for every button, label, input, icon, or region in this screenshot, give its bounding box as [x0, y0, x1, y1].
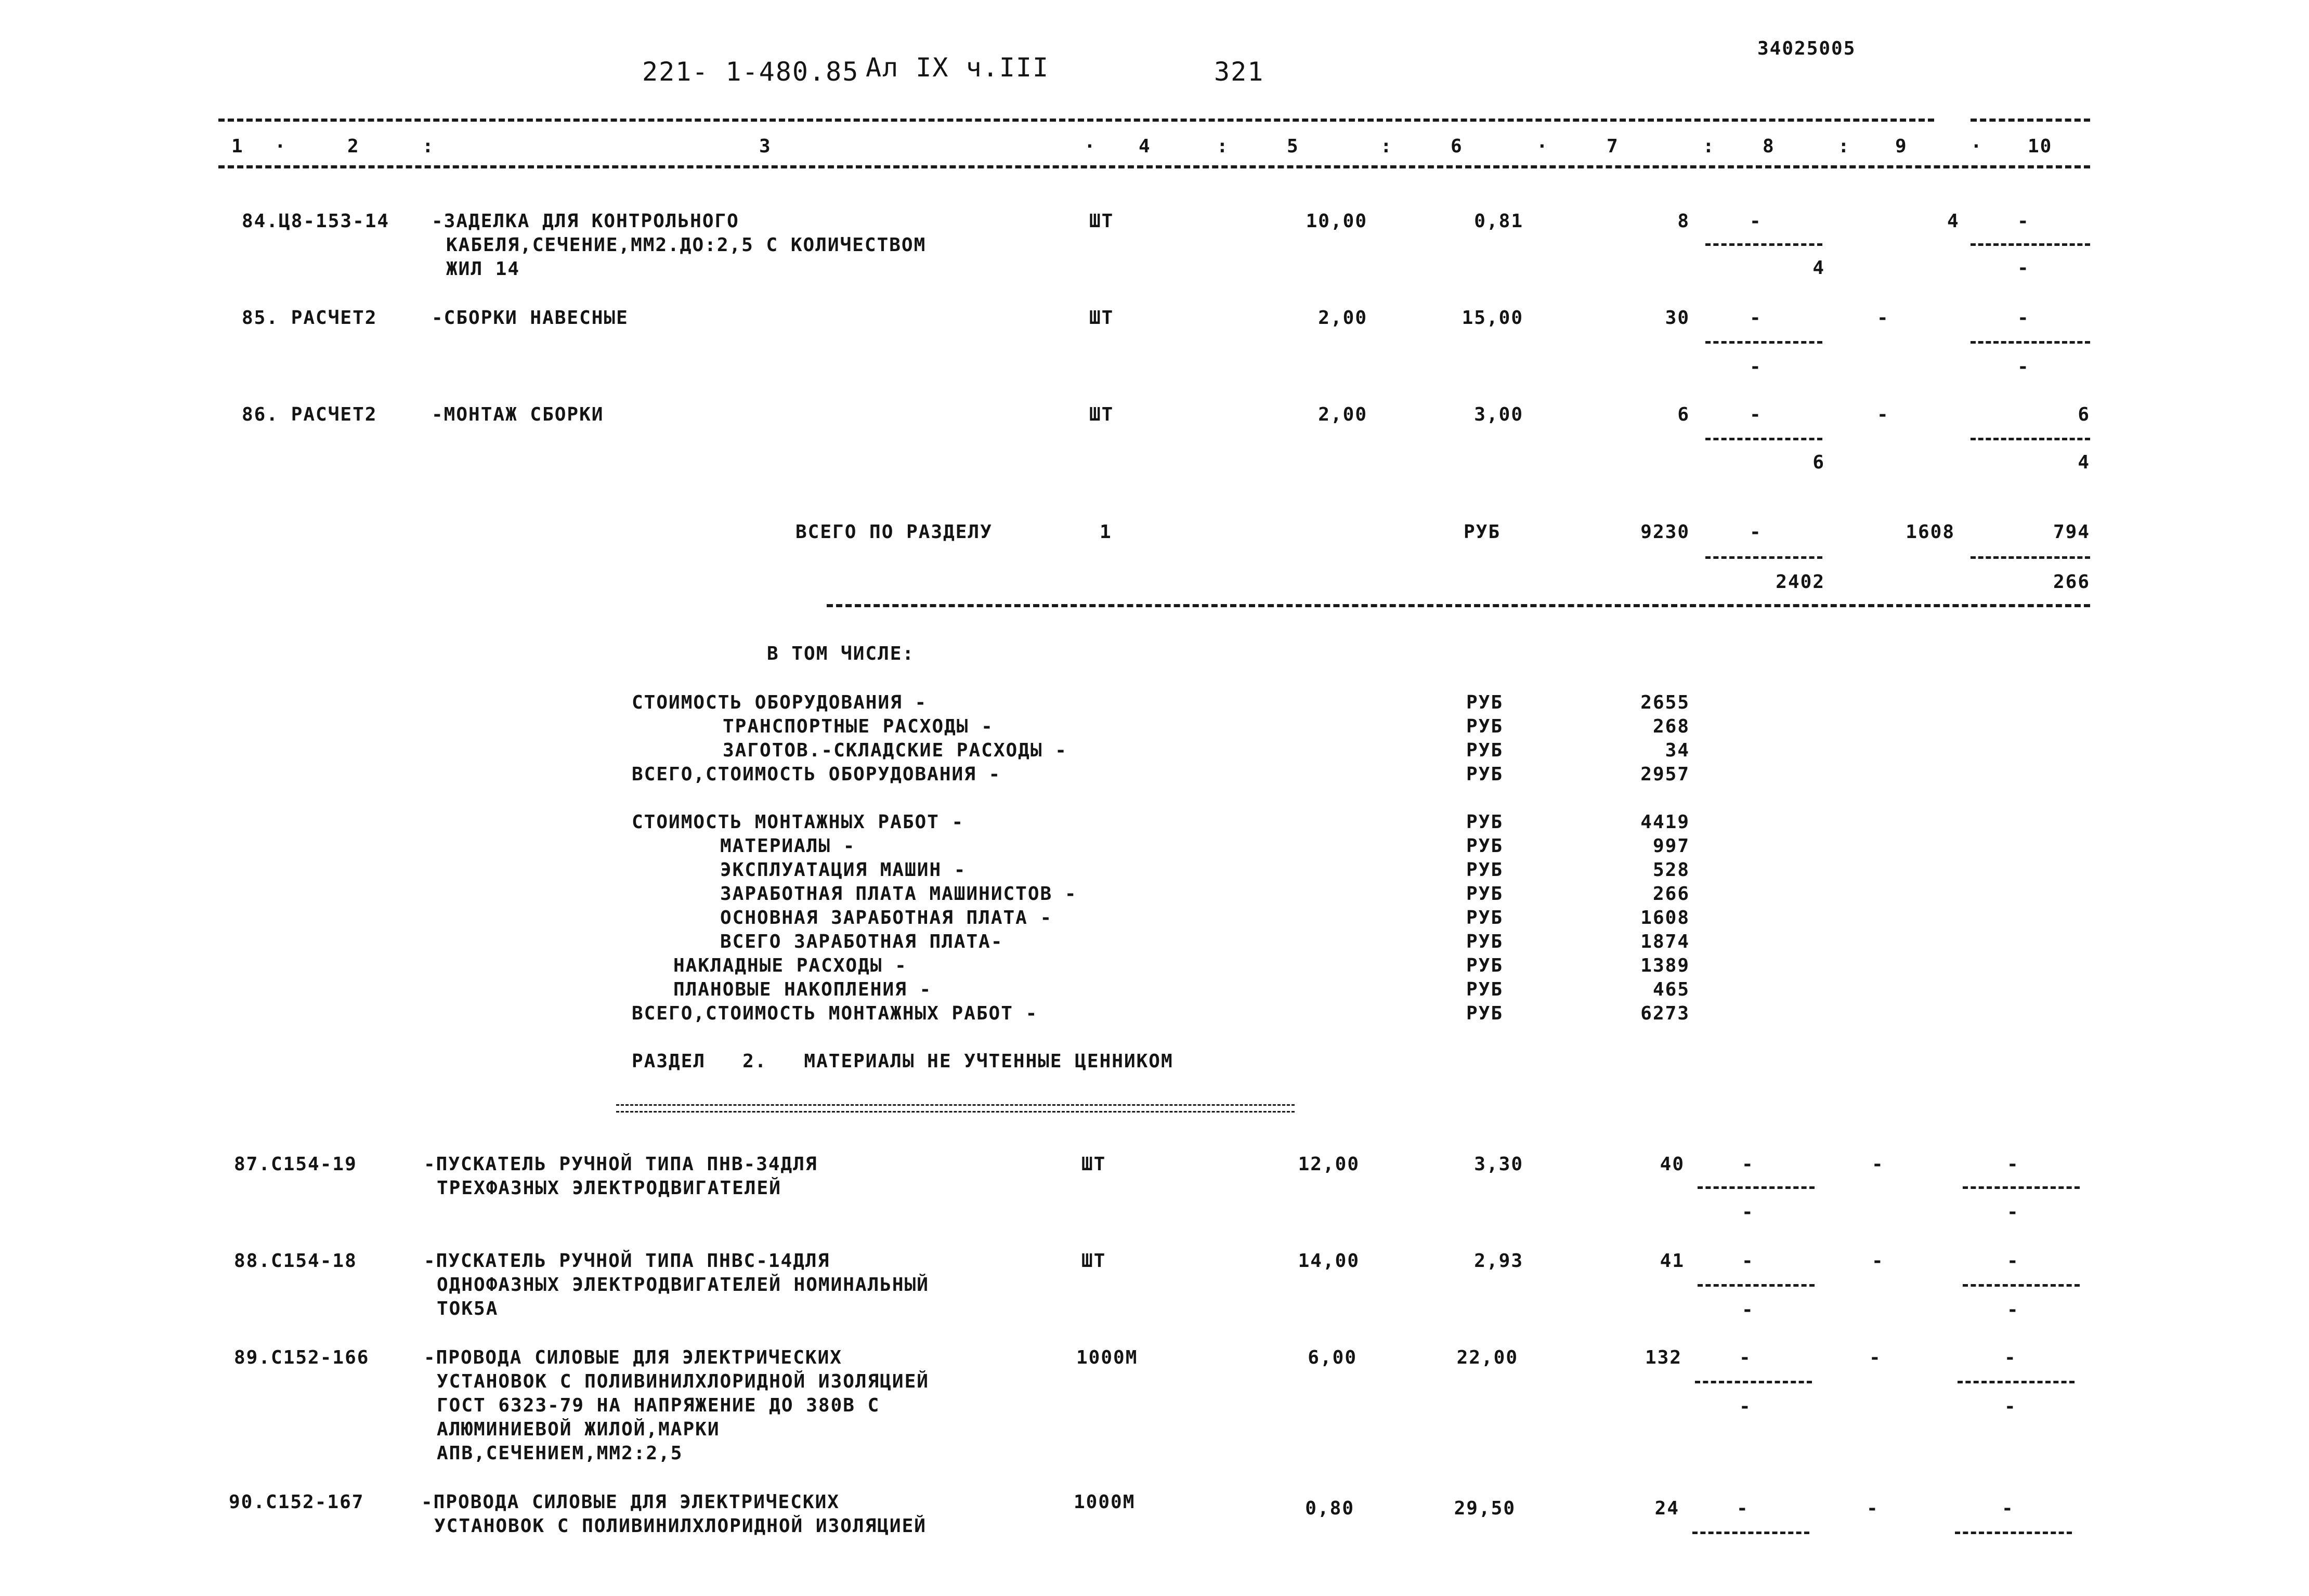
row-col8: -: [1737, 1498, 1749, 1519]
row-col10: -: [2007, 1250, 2019, 1272]
including-item-label: ТРАНСПОРТНЫЕ РАСХОДЫ -: [723, 716, 994, 737]
column-separator: ·: [1084, 136, 1097, 157]
row-description-line: -ПУСКАТЕЛЬ РУЧНОЙ ТИПА ПНВС-14ДЛЯ: [424, 1250, 830, 1272]
row-description-line: ТОК5А: [437, 1298, 499, 1319]
section-total-col10-sub: 266: [2053, 571, 2090, 593]
row-col10-sub: -: [2007, 1299, 2019, 1320]
row-total: 30: [1665, 307, 1690, 329]
row-col9: -: [1872, 1250, 1884, 1272]
column-number: 6: [1451, 136, 1463, 157]
section-total-rule: [827, 604, 2090, 607]
row-col8: -: [1739, 1347, 1752, 1368]
row-quantity: 0,80: [1305, 1498, 1354, 1519]
row-col8: -: [1750, 404, 1762, 425]
row-description-line: ТРЕХФАЗНЫХ ЭЛЕКТРОДВИГАТЕЛЕЙ: [437, 1178, 781, 1199]
fraction-rule: [1971, 556, 2090, 559]
row-col8-sub: 4: [1812, 257, 1825, 279]
fraction-rule: [1705, 341, 1822, 344]
row-col10-sub: -: [2007, 1201, 2019, 1223]
including-item-unit: РУБ: [1466, 692, 1504, 713]
row-total: 24: [1654, 1498, 1679, 1519]
row-number: 85. РАСЧЕТ2: [242, 307, 377, 329]
including-item-unit: РУБ: [1466, 1003, 1504, 1024]
row-description-line: АПВ,СЕЧЕНИЕМ,ММ2:2,5: [437, 1443, 683, 1464]
section-total-col10: 794: [2053, 521, 2090, 543]
row-col8-sub: -: [1742, 1201, 1754, 1223]
row-quantity: 2,00: [1318, 307, 1367, 329]
including-item-label: ЗАРАБОТНАЯ ПЛАТА МАШИНИСТОВ -: [720, 883, 1077, 905]
row-description-line: -МОНТАЖ СБОРКИ: [432, 404, 604, 425]
including-item-label: ПЛАНОВЫЕ НАКОПЛЕНИЯ -: [673, 979, 932, 1000]
including-item-label: ЭКСПЛУАТАЦИЯ МАШИН -: [720, 859, 967, 881]
row-number: 88.С154-18: [234, 1250, 357, 1272]
including-item-value: 528: [1652, 859, 1690, 881]
row-description-line: ГОСТ 6323-79 НА НАПРЯЖЕНИЕ ДО 380В С: [437, 1395, 880, 1416]
section-total-col9: 1608: [1906, 521, 1955, 543]
including-item-value: 1389: [1640, 955, 1690, 976]
row-number: 90.С152-167: [229, 1492, 364, 1513]
row-col8-sub: -: [1742, 1299, 1754, 1320]
row-unit: ШТ: [1081, 1250, 1106, 1272]
including-item-unit: РУБ: [1466, 812, 1504, 833]
document-code: 221- 1-480.85: [642, 57, 859, 87]
including-item-value: 266: [1652, 883, 1690, 905]
section-total-unit: РУБ: [1464, 521, 1501, 543]
fraction-rule: [1971, 243, 2090, 246]
column-separator: :: [1217, 136, 1229, 157]
row-description-line: -ПУСКАТЕЛЬ РУЧНОЙ ТИПА ПНВ-34ДЛЯ: [424, 1154, 818, 1175]
row-col10: -: [2002, 1498, 2014, 1519]
row-unit-price: 3,30: [1474, 1154, 1523, 1175]
including-item-label: ВСЕГО ЗАРАБОТНАЯ ПЛАТА-: [720, 931, 1003, 952]
including-item-label: ОСНОВНАЯ ЗАРАБОТНАЯ ПЛАТА -: [720, 907, 1053, 928]
column-separator: :: [1703, 136, 1715, 157]
column-number: 2: [347, 136, 360, 157]
row-unit: ШТ: [1089, 404, 1114, 425]
row-total: 6: [1677, 404, 1690, 425]
row-quantity: 2,00: [1318, 404, 1367, 425]
row-description-line: ОДНОФАЗНЫХ ЭЛЕКТРОДВИГАТЕЛЕЙ НОМИНАЛЬНЫЙ: [437, 1274, 929, 1296]
row-unit: ШТ: [1089, 211, 1114, 232]
header-bottom-rule: [218, 165, 2090, 168]
row-col8-sub: -: [1750, 356, 1762, 377]
including-item-unit: РУБ: [1466, 835, 1504, 857]
including-item-label: МАТЕРИАЛЫ -: [720, 835, 856, 857]
row-description-line: ЖИЛ 14: [446, 258, 520, 280]
column-separator: ·: [1971, 136, 1983, 157]
section2-double-rule: [616, 1104, 1295, 1113]
row-unit: ШТ: [1081, 1154, 1106, 1175]
including-label: В ТОМ ЧИСЛЕ:: [767, 643, 915, 664]
including-item-value: 6273: [1640, 1003, 1690, 1024]
row-col8: -: [1742, 1250, 1754, 1272]
fraction-rule: [1963, 1284, 2080, 1287]
document-number: 34025005: [1757, 38, 1856, 59]
row-col8-sub: -: [1739, 1396, 1752, 1417]
section-total-value: 9230: [1640, 521, 1690, 543]
including-item-value: 2957: [1640, 764, 1690, 785]
including-item-value: 1608: [1640, 907, 1690, 928]
row-number: 84.Ц8-153-14: [242, 211, 390, 232]
including-item-unit: РУБ: [1466, 740, 1504, 761]
row-description-line: АЛЮМИНИЕВОЙ ЖИЛОЙ,МАРКИ: [437, 1419, 720, 1440]
column-number: 1: [231, 136, 244, 157]
row-total: 40: [1660, 1154, 1685, 1175]
row-quantity: 12,00: [1298, 1154, 1360, 1175]
page-number: 321: [1214, 57, 1264, 87]
row-number: 89.С152-166: [234, 1347, 370, 1368]
fraction-rule: [1705, 556, 1822, 559]
row-unit-price: 2,93: [1474, 1250, 1523, 1272]
fraction-rule: [1698, 1186, 1815, 1189]
row-description-line: -СБОРКИ НАВЕСНЫЕ: [432, 307, 629, 329]
column-number: 3: [759, 136, 772, 157]
section2-title: РАЗДЕЛ 2. МАТЕРИАЛЫ НЕ УЧТЕННЫЕ ЦЕННИКОМ: [632, 1051, 1173, 1072]
row-col10: -: [2007, 1154, 2019, 1175]
row-total: 132: [1645, 1347, 1682, 1368]
row-description-line: -ПРОВОДА СИЛОВЫЕ ДЛЯ ЭЛЕКТРИЧЕСКИХ: [424, 1347, 842, 1368]
including-item-unit: РУБ: [1466, 716, 1504, 737]
row-col8-sub: 6: [1812, 452, 1825, 473]
row-unit-price: 3,00: [1474, 404, 1523, 425]
row-description-line: УСТАНОВОК С ПОЛИВИНИЛХЛОРИДНОЙ ИЗОЛЯЦИЕЙ: [437, 1371, 929, 1392]
including-item-label: ВСЕГО,СТОИМОСТЬ ОБОРУДОВАНИЯ -: [632, 764, 1001, 785]
column-number: 8: [1763, 136, 1775, 157]
row-col8: -: [1750, 211, 1762, 232]
including-item-value: 1874: [1640, 931, 1690, 952]
row-col8: -: [1750, 307, 1762, 329]
row-col10: 6: [2078, 404, 2090, 425]
row-col8: -: [1742, 1154, 1754, 1175]
including-item-unit: РУБ: [1466, 955, 1504, 976]
row-description-line: -ПРОВОДА СИЛОВЫЕ ДЛЯ ЭЛЕКТРИЧЕСКИХ: [421, 1492, 840, 1513]
including-item-value: 268: [1652, 716, 1690, 737]
including-item-unit: РУБ: [1466, 931, 1504, 952]
row-unit-price: 22,00: [1456, 1347, 1518, 1368]
row-col10: -: [2017, 307, 2030, 329]
row-unit-price: 29,50: [1454, 1498, 1516, 1519]
section-total-col8: -: [1750, 521, 1762, 543]
row-col9: -: [1877, 404, 1889, 425]
header-top-rule: [218, 119, 1934, 122]
column-number: 4: [1139, 136, 1151, 157]
row-number: 87.С154-19: [234, 1154, 357, 1175]
row-col9: -: [1877, 307, 1889, 329]
row-description-line: КАБЕЛЯ,СЕЧЕНИЕ,ММ2.ДО:2,5 С КОЛИЧЕСТВОМ: [446, 234, 927, 256]
album-label: Ал IX ч.III: [866, 53, 1050, 83]
column-separator: ·: [275, 136, 287, 157]
including-item-label: СТОИМОСТЬ МОНТАЖНЫХ РАБОТ -: [632, 812, 964, 833]
row-col9: -: [1867, 1498, 1879, 1519]
including-item-value: 465: [1652, 979, 1690, 1000]
row-total: 8: [1677, 211, 1690, 232]
section-total-section: 1: [1100, 521, 1112, 543]
section-total-label: ВСЕГО ПО РАЗДЕЛУ: [795, 521, 993, 543]
fraction-rule: [1963, 1186, 2080, 1189]
row-unit-price: 0,81: [1474, 211, 1523, 232]
including-item-value: 997: [1652, 835, 1690, 857]
row-quantity: 14,00: [1298, 1250, 1360, 1272]
including-item-unit: РУБ: [1466, 764, 1504, 785]
including-item-value: 4419: [1640, 812, 1690, 833]
column-number: 7: [1607, 136, 1619, 157]
fraction-rule: [1705, 243, 1822, 246]
row-col10-sub: 4: [2078, 452, 2090, 473]
fraction-rule: [1971, 341, 2090, 344]
fraction-rule: [1955, 1532, 2072, 1534]
row-col10: -: [2017, 211, 2030, 232]
column-separator: :: [1838, 136, 1850, 157]
including-item-label: ЗАГОТОВ.-СКЛАДСКИЕ РАСХОДЫ -: [723, 740, 1067, 761]
fraction-rule: [1971, 438, 2090, 440]
row-number: 86. РАСЧЕТ2: [242, 404, 377, 425]
column-number: 10: [2028, 136, 2053, 157]
row-col9: 4: [1947, 211, 1960, 232]
including-item-unit: РУБ: [1466, 859, 1504, 881]
row-description-line: УСТАНОВОК С ПОЛИВИНИЛХЛОРИДНОЙ ИЗОЛЯЦИЕЙ: [434, 1515, 927, 1537]
fraction-rule: [1958, 1381, 2075, 1383]
including-item-label: ВСЕГО,СТОИМОСТЬ МОНТАЖНЫХ РАБОТ -: [632, 1003, 1038, 1024]
row-quantity: 10,00: [1306, 211, 1367, 232]
including-item-unit: РУБ: [1466, 883, 1504, 905]
including-item-label: НАКЛАДНЫЕ РАСХОДЫ -: [673, 955, 907, 976]
row-description-line: -ЗАДЕЛКА ДЛЯ КОНТРОЛЬНОГО: [432, 211, 739, 232]
fraction-rule: [1698, 1284, 1815, 1287]
row-col9: -: [1869, 1347, 1882, 1368]
including-item-unit: РУБ: [1466, 979, 1504, 1000]
row-col10-sub: -: [2017, 356, 2030, 377]
column-separator: :: [1380, 136, 1393, 157]
including-item-label: СТОИМОСТЬ ОБОРУДОВАНИЯ -: [632, 692, 928, 713]
column-separator: ·: [1536, 136, 1549, 157]
fraction-rule: [1692, 1532, 1809, 1534]
row-col10-sub: -: [2017, 257, 2030, 279]
row-quantity: 6,00: [1308, 1347, 1357, 1368]
column-separator: :: [422, 136, 435, 157]
including-item-value: 34: [1665, 740, 1690, 761]
section-total-col8-sub: 2402: [1776, 571, 1825, 593]
column-number: 9: [1895, 136, 1908, 157]
column-number: 5: [1287, 136, 1299, 157]
including-item-unit: РУБ: [1466, 907, 1504, 928]
header-top-rule-right: [1971, 119, 2090, 122]
row-total: 41: [1660, 1250, 1685, 1272]
row-unit-price: 15,00: [1462, 307, 1523, 329]
row-col10: -: [2004, 1347, 2017, 1368]
row-unit: ШТ: [1089, 307, 1114, 329]
including-item-value: 2655: [1640, 692, 1690, 713]
fraction-rule: [1705, 438, 1822, 440]
row-unit: 1000М: [1076, 1347, 1138, 1368]
row-col10-sub: -: [2004, 1396, 2017, 1417]
row-col9: -: [1872, 1154, 1884, 1175]
fraction-rule: [1695, 1381, 1812, 1383]
row-unit: 1000М: [1074, 1492, 1136, 1513]
